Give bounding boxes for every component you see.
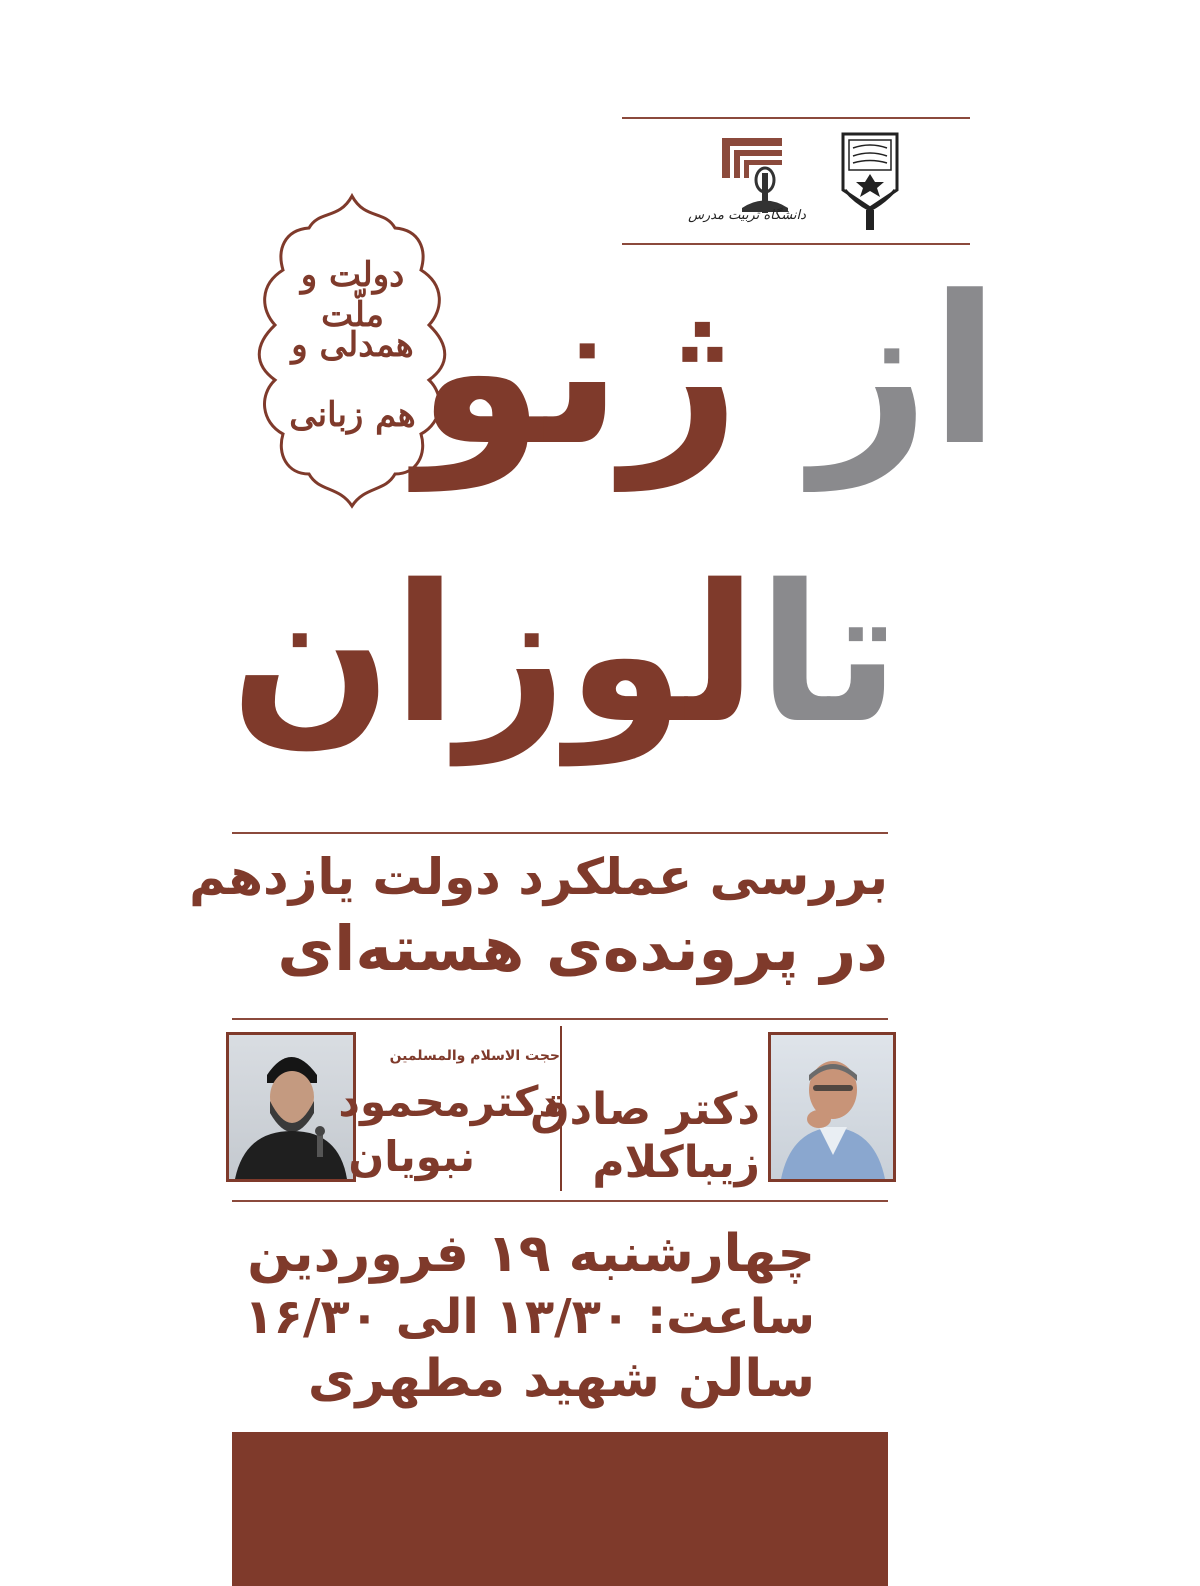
badge-emblem-icon: [835, 130, 905, 235]
event-venue: سالن شهید مطهری: [307, 1349, 815, 1409]
speaker-2-portrait-icon: [229, 1035, 353, 1179]
speaker-2-photo: [226, 1032, 356, 1182]
title-line-1: [416, 253, 1000, 491]
seal-line-3: هم زبانی: [289, 395, 416, 435]
footer-block: [232, 1432, 888, 1586]
subtitle-line-1: بررسی عملکرد دولت یازدهم: [189, 848, 888, 906]
top-rule-lower: [622, 243, 970, 245]
subtitle-rule-bottom: [232, 1018, 888, 1020]
speaker-1-portrait-icon: [771, 1035, 893, 1179]
university-logo: [682, 128, 812, 238]
seal-line-1: دولت و ملّت: [300, 255, 405, 335]
title-word-ta: تا: [757, 544, 900, 765]
top-rule-upper: [622, 117, 970, 119]
speaker-1-photo: [768, 1032, 896, 1182]
title-line-2: [230, 544, 900, 765]
speaker-2-name-line-2: نبویان: [348, 1132, 475, 1181]
seal-line-2: همدلی و: [291, 325, 414, 365]
subtitle-line-2: در پرونده‌ی هسته‌ای: [277, 912, 888, 985]
title-word-geneva: ژنو: [416, 253, 741, 491]
speakers-rule-bottom: [232, 1200, 888, 1202]
title-word-az: از: [811, 253, 1000, 491]
speaker-2-honorific: حجت الاسلام والمسلمین: [389, 1048, 560, 1064]
event-time: ساعت: ۱۳/۳۰ الی ۱۶/۳۰: [244, 1289, 815, 1345]
event-date: چهارشنبه ۱۹ فروردین: [247, 1224, 815, 1284]
speaker-2-name-line-1: دکترمحمود: [338, 1077, 560, 1126]
title-word-lausanne: لوزان: [230, 544, 758, 765]
university-caption: دانشگاه تربیت مدرس: [688, 208, 806, 223]
organization-logo: [835, 130, 905, 235]
subtitle-rule-top: [232, 832, 888, 834]
speaker-1-name-line-1: دکتر صادق: [530, 1084, 760, 1135]
speaker-1-name-line-2: زیباکلام: [592, 1137, 760, 1188]
